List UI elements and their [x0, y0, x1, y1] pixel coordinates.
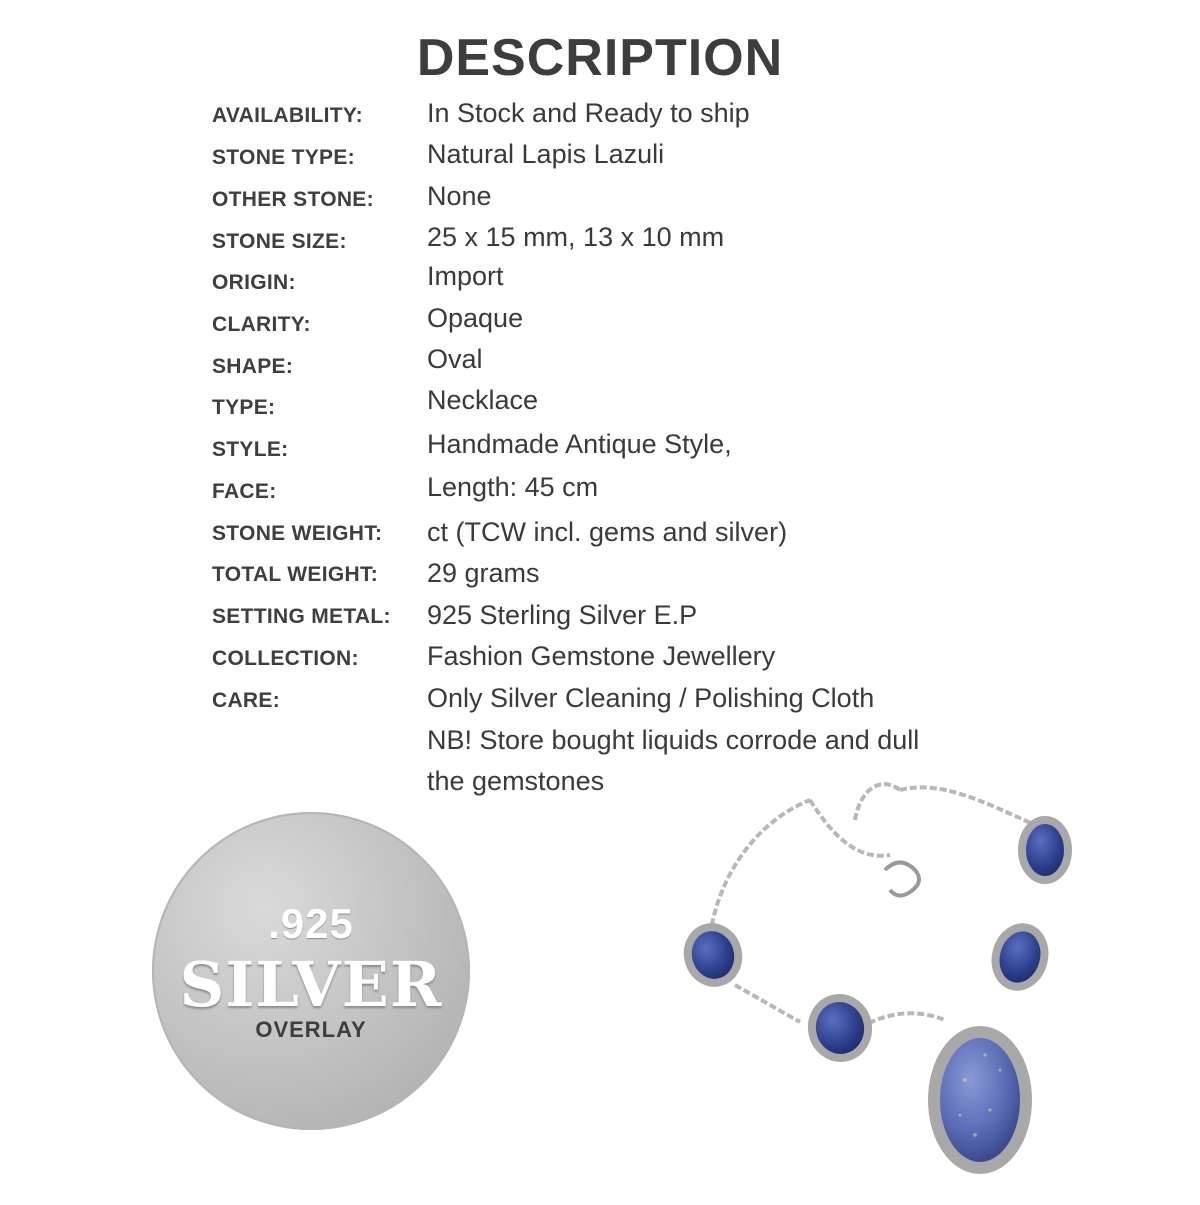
- spec-label-stone-size: STONE SIZE:: [212, 230, 347, 253]
- spec-label-stone-weight: STONE WEIGHT:: [212, 522, 383, 545]
- spec-value-other-stone: None: [427, 181, 492, 211]
- spec-label-shape: SHAPE:: [212, 355, 294, 378]
- spec-label-stone-type: STONE TYPE:: [212, 146, 355, 169]
- spec-label-type: TYPE:: [212, 396, 276, 419]
- spec-label-setting-metal: SETTING METAL:: [212, 605, 391, 628]
- spec-value-origin: Import: [427, 261, 504, 291]
- spec-label-other-stone: OTHER STONE:: [212, 188, 374, 211]
- spec-value-stone-weight: ct (TCW incl. gems and silver): [427, 517, 788, 547]
- spec-value-stone-size: 25 x 15 mm, 13 x 10 mm: [427, 222, 725, 252]
- spec-value-collection: Fashion Gemstone Jewellery: [427, 641, 776, 671]
- spec-label-availability: AVAILABILITY:: [212, 104, 363, 127]
- spec-label-origin: ORIGIN:: [212, 271, 296, 294]
- lapis-necklace-icon: [660, 760, 1200, 1200]
- page-title: DESCRIPTION: [416, 29, 784, 87]
- spec-label-total-weight: TOTAL WEIGHT:: [212, 563, 379, 586]
- spec-value-clarity: Opaque: [427, 303, 524, 333]
- spec-value-style: Handmade Antique Style,: [427, 429, 732, 459]
- spec-value-total-weight: 29 grams: [427, 558, 540, 588]
- badge-silver-text: SILVER: [179, 948, 443, 1021]
- spec-value-setting-metal: 925 Sterling Silver E.P: [427, 600, 698, 630]
- badge-purity-text: .925: [268, 900, 354, 947]
- spec-label-face: FACE:: [212, 480, 277, 503]
- spec-value-care: Only Silver Cleaning / Polishing Cloth: [427, 683, 875, 713]
- spec-value-face: Length: 45 cm: [427, 472, 599, 502]
- spec-value-availability: In Stock and Ready to ship: [427, 98, 750, 128]
- spec-label-collection: COLLECTION:: [212, 647, 359, 670]
- spec-value-type: Necklace: [427, 385, 539, 415]
- spec-value-shape: Oval: [427, 344, 483, 374]
- badge-overlay-text: OVERLAY: [255, 1017, 367, 1042]
- silver-overlay-badge: [152, 812, 470, 1130]
- care-note-line-2: the gemstones: [427, 766, 605, 796]
- product-image: [660, 760, 1200, 1200]
- spec-label-care: CARE:: [212, 689, 280, 712]
- spec-value-stone-type: Natural Lapis Lazuli: [427, 139, 665, 169]
- spec-label-clarity: CLARITY:: [212, 313, 311, 336]
- care-note-line-1: NB! Store bought liquids corrode and dull: [427, 725, 920, 755]
- spec-label-style: STYLE:: [212, 438, 289, 461]
